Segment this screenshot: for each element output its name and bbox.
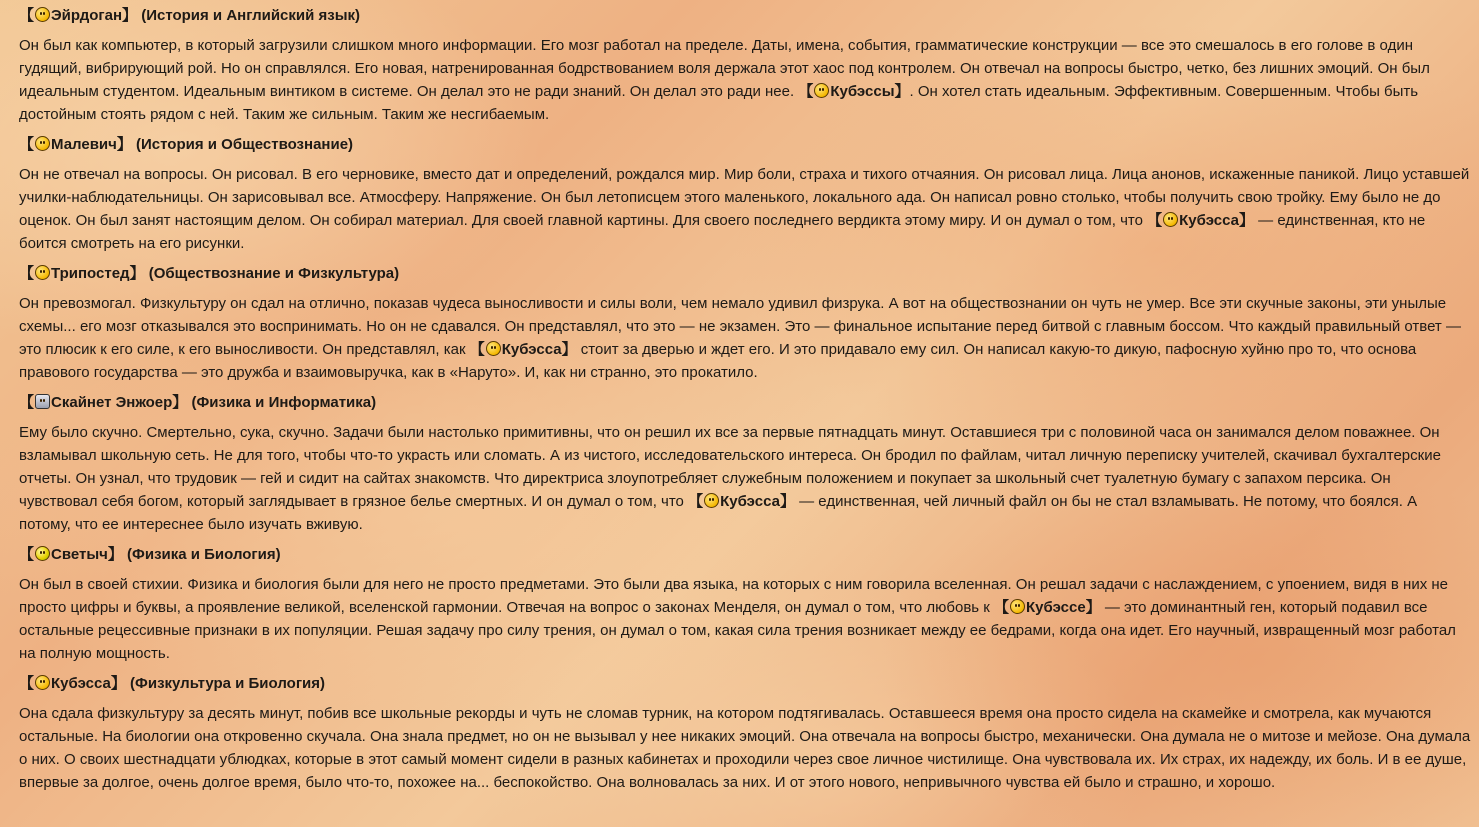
section-triposted — [19, 263, 1471, 384]
section-text: Ему было скучно. Смертельно, сука, скучно. Задачи были настолько примитивны, что он решил их все за первые пятнадцать минут. Оставшиеся три с половиной часа он занимался делом поважнее. Он взламывал школьную сеть. Не для того, чтобы что-то украсть или сломать. А из чистого, исследовательского интереса. Он бродил по файлам, читал личную переписку учителей, скачивал бухгалтерские отчеты. Он узнал, что трудовик — гей и сидит на сайтах знакомств. Что директриса злоупотребляет служебным положением и покупает за школьный счет туалетную бумагу с запахом персика. Он чувствовал себя богом, который заглядывает в грязное белье смертных. И он думал о том, что 【 Кубэсса】 — единственная, чей личный файл он бы не стал взламывать. Не потому, что боялся. А потому, что ее интереснее было изучать вживую. — [19, 424, 1441, 533]
section-kubessa — [19, 673, 1471, 794]
face-with-spiral-eyes-icon — [35, 675, 50, 690]
face-with-spiral-eyes-icon — [486, 341, 501, 356]
mention-kubessa: 【 Кубэссы】 — [798, 83, 910, 100]
section-text: Он был как компьютер, в который загрузили слишком много информации. Его мозг работал на пределе. Даты, имена, события, грамматические конструкции — все это смешалось в его голове в один гудящий, вибрирующий рой. Но он справлялся. Его новая, натренированная бодрствованием воля держала этот хаос под контролем. Он отвечал на вопросы быстро, четко, без лишних эмоций. Он был идеальным студентом. Идеальным винтиком в системе. Он делал это не ради знаний. Он делал это ради нее. 【 Кубэссы】. Он хотел стать идеальным. Эффективным. Совершенным. Чтобы быть достойным стоять рядом с ней. Таким же сильным. Таким же несгибаемым. — [19, 37, 1430, 123]
section-heading: 【 Малевич】 (История и Обществознание) — [19, 136, 354, 153]
sleeping-face-icon — [35, 7, 50, 22]
section-heading: 【 Кубэсса】 (Физкультура и Биология) — [19, 675, 326, 692]
section-text: Она сдала физкультуру за десять минут, побив все школьные рекорды и чуть не сломав турник, на котором подтягивалась. Оставшееся время она просто сидела на скамейке и смотрела, как мучаются остальные. На биологии она откровенно скучала. Она знала предмет, но он не вызывал у нее никаких эмоций. Она отвечала на вопросы быстро, механически. Она думала не о митозе и мейозе. Она думала о них. О своих шестнадцати ублюдках, которые в этот самый момент сидели в разных кабинетах и проходили через свое личное чистилище. Она чувствовала их. Их страх, их надежду, их боль. И в ее душе, впервые за долгое, очень долгое время, было что-то, похожее на... беспокойство. Она волновалась за них. И от этого нового, непривычного чувства ей было и страшно, и хорошо. — [19, 705, 1471, 791]
face-with-spiral-eyes-icon — [1163, 212, 1178, 227]
face-with-spiral-eyes-icon — [704, 493, 719, 508]
section-text: Он не отвечал на вопросы. Он рисовал. В его черновике, вместо дат и определений, рождался мир. Мир боли, страха и тихого отчаяния. Он рисовал лица. Лица анонов, искаженные паникой. Лицо уставшей училки-наблюдательницы. Он зарисовывал все. Атмосферу. Напряжение. Он был летописцем этого маленького, локального ада. Он написал ровно столько, чтобы получить свою тройку. Ему было не до оценок. Он был занят настоящим делом. Он собирал материал. Для своей главной картины. Для своего последнего вердикта этому миру. И он думал о том, что 【 Кубэсса】 — единственная, кто не боится смотреть на его рисунки. — [19, 166, 1470, 252]
section-text: Он был в своей стихии. Физика и биология были для него не просто предметами. Это были два языка, на которых с ним говорила вселенная. Он решал задачи с наслаждением, с упоением, видя в них не просто цифры и буквы, а проявление великой, вселенской гармонии. Отвечая на вопрос о законах Менделя, он думал о том, что любовь к 【 Кубэссе】 — это доминантный ген, который подавил все остальные рецессивные признаки в их популяции. Решая задачу про силу трения, он думал о том, какая сила трения возникает между ее бедрами, когда она идет. Его научный, извращенный мозг работал на полную мощность. — [19, 576, 1456, 662]
mention-kubessa: 【 Кубэссе】 — [994, 599, 1101, 616]
document-body — [19, 5, 1471, 802]
mention-kubessa: 【 Кубэсса】 — [469, 341, 577, 358]
section-heading: 【 Светыч】 (Физика и Биология) — [19, 546, 281, 563]
section-eyrdogan — [19, 5, 1471, 126]
mention-kubessa: 【 Кубэсса】 — [688, 493, 795, 510]
thinking-face-icon — [35, 265, 50, 280]
section-svetych — [19, 544, 1471, 665]
mention-kubessa: 【 Кубэсса】 — [1147, 212, 1254, 229]
section-heading: 【 Скайнет Энжоер】 (Физика и Информатика) — [19, 394, 377, 411]
section-heading: 【 Эйрдоган】 (История и Английский язык) — [19, 7, 361, 24]
section-malevich — [19, 134, 1471, 255]
robot-face-icon — [35, 394, 50, 409]
smiling-face-icon — [35, 546, 50, 561]
section-heading: 【 Трипостед】 (Обществознание и Физкультура) — [19, 265, 400, 282]
face-with-spiral-eyes-icon — [814, 83, 829, 98]
face-with-spiral-eyes-icon — [1010, 599, 1025, 614]
section-text: Он превозмогал. Физкультуру он сдал на отлично, показав чудеса выносливости и силы воли, чем немало удивил физрука. А вот на обществознании он чуть не умер. Все эти скучные законы, эти унылые схемы... его мозг отказывался это воспринимать. Но он не сдавался. Он представлял, что это — не экзамен. Это — финальное испытание перед битвой с главным боссом. Что каждый правильный ответ — это плюсик к его силе, к его выносливости. Он представлял, как 【 Кубэсса】 стоит за дверью и ждет его. И это придавало ему сил. Он написал какую-то дикую, пафосную хуйню про то, что основа правового государства — это дружба и взаимовыручка, как в «Наруто». И, как ни странно, это прокатило. — [19, 295, 1461, 381]
section-skynet — [19, 392, 1471, 536]
pouting-face-icon — [35, 136, 50, 151]
